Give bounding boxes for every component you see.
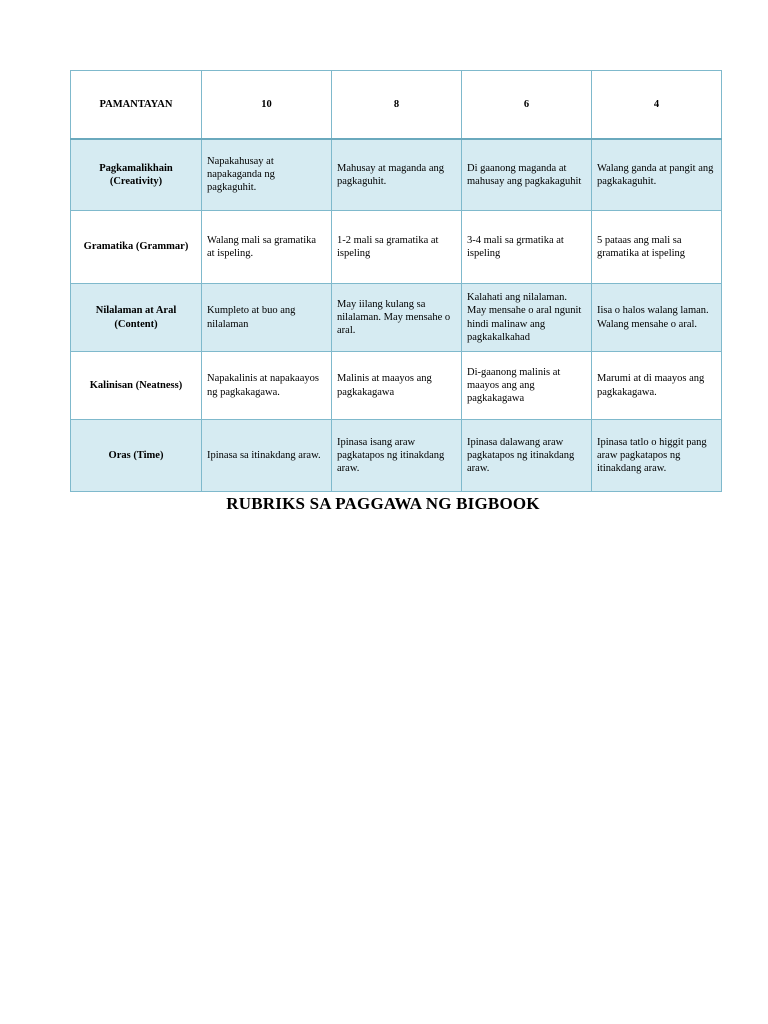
criterion-cell: Nilalaman at Aral (Content) xyxy=(71,284,202,352)
table-row xyxy=(71,139,722,211)
rubric-cell: Malinis at maayos ang pagkakagawa xyxy=(332,352,462,420)
rubric-body xyxy=(71,139,722,492)
rubric-cell: 5 pataas ang mali sa gramatika at ispeling xyxy=(592,211,722,284)
criterion-cell: Gramatika (Grammar) xyxy=(71,211,202,284)
header-score-10: 10 xyxy=(202,71,332,139)
rubric-header xyxy=(71,71,722,139)
header-row xyxy=(71,71,722,139)
rubric-cell: Di gaanong maganda at mahusay ang pagkakaguhit xyxy=(462,139,592,211)
criterion-cell: Pagkamalikhain (Creativity) xyxy=(71,139,202,211)
criterion-cell: Oras (Time) xyxy=(71,420,202,492)
header-criteria: PAMANTAYAN xyxy=(71,71,202,139)
rubric-cell: Mahusay at maganda ang pagkaguhit. xyxy=(332,139,462,211)
rubric-cell: Napakalinis at napakaayos ng pagkakagawa. xyxy=(202,352,332,420)
rubric-cell: Marumi at di maayos ang pagkakagawa. xyxy=(592,352,722,420)
rubric-cell: 3-4 mali sa grmatika at ispeling xyxy=(462,211,592,284)
rubric-cell: Napakahusay at napakaganda ng pagkaguhit. xyxy=(202,139,332,211)
table-row xyxy=(71,352,722,420)
rubric-cell: Walang ganda at pangit ang pagkakaguhit. xyxy=(592,139,722,211)
table-row xyxy=(71,211,722,284)
rubric-cell: Walang mali sa gramatika at ispeling. xyxy=(202,211,332,284)
rubric-cell: Iisa o halos walang laman. Walang mensahe o aral. xyxy=(592,284,722,352)
table-row xyxy=(71,420,722,492)
table-row xyxy=(71,284,722,352)
criterion-cell: Kalinisan (Neatness) xyxy=(71,352,202,420)
rubric-cell: Ipinasa sa itinakdang araw. xyxy=(202,420,332,492)
rubric-cell: 1-2 mali sa gramatika at ispeling xyxy=(332,211,462,284)
rubric-cell: Di-gaanong malinis at maayos ang ang pagkakagawa xyxy=(462,352,592,420)
rubric-cell: Kumpleto at buo ang nilalaman xyxy=(202,284,332,352)
header-score-6: 6 xyxy=(462,71,592,139)
rubric-title: RUBRIKS SA PAGGAWA NG BIGBOOK xyxy=(226,494,540,513)
rubric-table xyxy=(70,70,722,492)
rubric-cell: Ipinasa tatlo o higgit pang araw pagkatapos ng itinakdang araw. xyxy=(592,420,722,492)
rubric-cell: Kalahati ang nilalaman. May mensahe o aral ngunit hindi malinaw ang pagkakalkahad xyxy=(462,284,592,352)
rubric-cell: Ipinasa isang araw pagkatapos ng itinakdang araw. xyxy=(332,420,462,492)
header-score-4: 4 xyxy=(592,71,722,139)
rubric-cell: Ipinasa dalawang araw pagkatapos ng itinakdang araw. xyxy=(462,420,592,492)
header-score-8: 8 xyxy=(332,71,462,139)
rubric-cell: May iilang kulang sa nilalaman. May mensahe o aral. xyxy=(332,284,462,352)
